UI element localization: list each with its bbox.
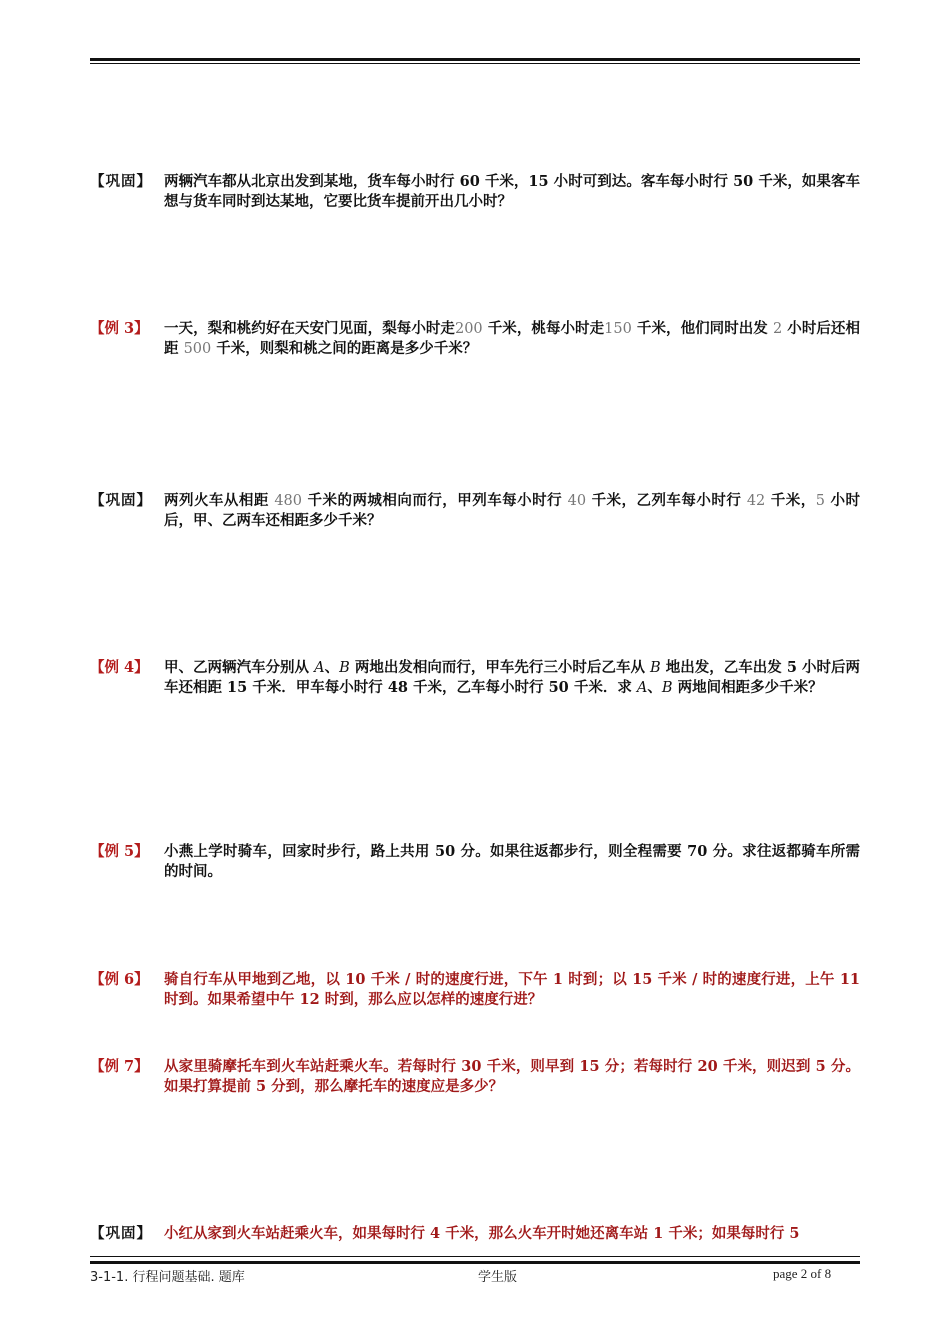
problem-tag: 【例 5】 <box>90 843 149 860</box>
problem-example-6 <box>90 970 860 1010</box>
footer-page-number: page 2 of 8 <box>773 1266 832 1281</box>
problem-consolidation-1 <box>90 172 860 212</box>
problem-example-7 <box>90 1057 860 1097</box>
problem-text: 甲、乙两辆汽车分别从 A、B 两地出发相向而行，甲车先行三小时后乙车从 B 地出发，乙车出发 5 小时后两车还相距 15 千米．甲车每小时行 48 千米，乙车每小时行 50 千米．求 A、B 两地间相距多少千米？ <box>164 659 860 696</box>
problem-example-4 <box>90 658 860 698</box>
problem-example-5 <box>90 842 860 882</box>
problem-tag: 【例 4】 <box>90 659 149 676</box>
problem-tag: 【例 7】 <box>90 1058 149 1075</box>
problem-consolidation-3 <box>90 1224 860 1244</box>
problem-tag: 【例 6】 <box>90 971 149 988</box>
footer-edition: 学生版 <box>478 1270 518 1285</box>
problem-tag: 【例 3】 <box>90 320 149 337</box>
problem-text: 小燕上学时骑车，回家时步行，路上共用 50 分。如果往返都步行，则全程需要 70 分。求往返都骑车所需的时间。 <box>164 843 860 880</box>
problem-tag: 【巩固】 <box>90 1225 152 1242</box>
problem-tag: 【巩固】 <box>90 492 152 509</box>
problem-text: 从家里骑摩托车到火车站赶乘火车。若每时行 30 千米，则早到 15 分；若每时行 20 千米，则迟到 5 分。如果打算提前 5 分到，那么摩托车的速度应是多少？ <box>164 1058 860 1095</box>
problem-tag: 【巩固】 <box>90 173 152 190</box>
problem-text: 两列火车从相距 480 千米的两城相向而行，甲列车每小时行 40 千米，乙列车每小时行 42 千米，5 小时后，甲、乙两车还相距多少千米？ <box>164 492 860 529</box>
problem-consolidation-2 <box>90 491 860 531</box>
header-rule <box>90 58 860 64</box>
footer-doc-title: 3-1-1. 行程问题基础. 题库 <box>90 1270 245 1285</box>
problem-text: 小红从家到火车站赶乘火车，如果每时行 4 千米，那么火车开时她还离车站 1 千米；如果每时行 5 <box>164 1225 800 1242</box>
problem-text: 一天，梨和桃约好在天安门见面，梨每小时走200 千米，桃每小时走150 千米，他们同时出发 2 小时后还相距 500 千米，则梨和桃之间的距离是多少千米？ <box>164 320 860 357</box>
problem-text: 骑自行车从甲地到乙地，以 10 千米 / 时的速度行进，下午 1 时到；以 15 千米 / 时的速度行进，上午 11 时到。如果希望中午 12 时到，那么应以怎样的速度行进？ <box>164 971 860 1008</box>
problem-example-3 <box>90 319 860 359</box>
footer-rule <box>90 1256 860 1264</box>
problem-text: 两辆汽车都从北京出发到某地，货车每小时行 60 千米，15 小时可到达。客车每小时行 50 千米，如果客车想与货车同时到达某地，它要比货车提前开出几小时？ <box>164 173 860 210</box>
